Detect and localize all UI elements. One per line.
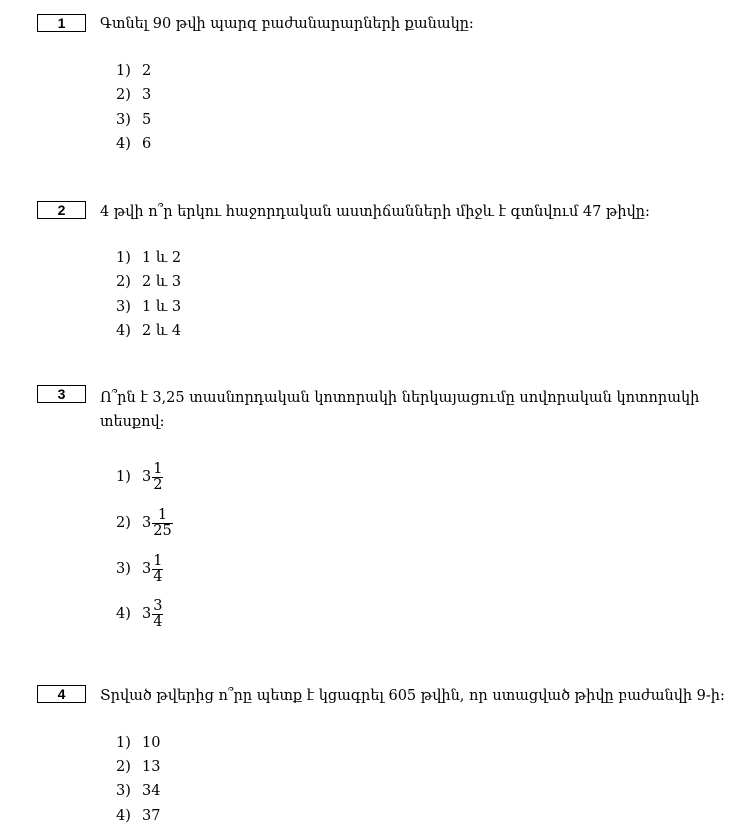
fraction-denominator: 4 [153,613,163,630]
question-4-option-1[interactable] [116,733,160,753]
option-label: 4) [116,323,131,339]
fraction-denominator: 4 [153,568,163,585]
option-value: 5 [142,112,152,128]
option-value: 10 [142,735,161,751]
option-whole: 3 [142,606,152,622]
fraction [152,554,163,585]
option-value: 13 [142,759,161,775]
fraction-denominator: 2 [153,476,163,493]
question-1-option-3[interactable] [116,110,151,130]
option-label: 1) [116,250,131,266]
fraction-numerator: 1 [157,506,168,523]
option-label: 1) [116,469,131,485]
question-4-option-4[interactable] [116,806,160,826]
question-4-text: Տրված թվերից ո՞րը պետք է կցագրել 605 թվին, որ ստացված թիվը բաժանվի 9-ի: [100,688,725,704]
option-label: 3) [116,112,131,128]
option-value: 3 [142,87,152,103]
question-2-text: 4 թվի ո՞ր երկու հաջորդական աստիճանների միջև է գտնվում 47 թիվը: [100,204,650,220]
question-4-number: 4 [37,685,86,703]
question-3-number: 3 [37,385,86,403]
question-3-option-4[interactable] [116,594,163,634]
option-label: 3) [116,299,131,315]
question-2-option-4[interactable] [116,321,181,341]
question-3-text-line-2: տեսքով: [100,414,165,430]
option-value: 2 և 3 [142,274,182,290]
question-1-option-2[interactable] [116,85,151,105]
option-label: 4) [116,136,131,152]
option-label: 2) [116,87,131,103]
option-value: 1 և 2 [142,250,182,266]
question-3-option-2[interactable] [116,503,173,543]
question-1-option-4[interactable] [116,134,151,154]
question-4-option-2[interactable] [116,757,160,777]
option-label: 2) [116,515,131,531]
option-label: 1) [116,63,131,79]
option-label: 4) [116,606,131,622]
option-label: 2) [116,759,131,775]
option-value: 2 և 4 [142,323,182,339]
option-whole: 3 [142,515,152,531]
question-2-option-1[interactable] [116,248,181,268]
fraction-denominator: 25 [153,522,172,539]
question-1-number: 1 [37,14,86,32]
option-label: 3) [116,783,131,799]
option-value: 6 [142,136,152,152]
option-label: 2) [116,274,131,290]
option-label: 4) [116,808,131,824]
option-value: 2 [142,63,152,79]
question-1-option-1[interactable] [116,61,151,81]
option-value: 34 [142,783,161,799]
option-value: 37 [142,808,161,824]
question-2-number: 2 [37,201,86,219]
question-3-option-1[interactable] [116,457,163,497]
fraction [152,508,172,539]
fraction-numerator: 1 [153,460,163,477]
option-value: 1 և 3 [142,299,182,315]
fraction [152,462,163,493]
question-2-option-2[interactable] [116,272,181,292]
fraction [152,599,163,630]
option-whole: 3 [142,561,152,577]
fraction-numerator: 3 [153,597,163,614]
question-2-option-3[interactable] [116,297,181,317]
question-1-text: Գտնել 90 թվի պարզ բաժանարարների քանակը: [100,16,474,32]
question-3-option-3[interactable] [116,549,163,589]
question-4-option-3[interactable] [116,781,160,801]
option-label: 3) [116,561,131,577]
option-whole: 3 [142,469,152,485]
question-3-text-line-1: Ո՞րն է 3,25 տասնորդական կոտորակի ներկայացումը սովորական կոտորակի [100,390,700,406]
fraction-numerator: 1 [153,552,163,569]
option-label: 1) [116,735,131,751]
